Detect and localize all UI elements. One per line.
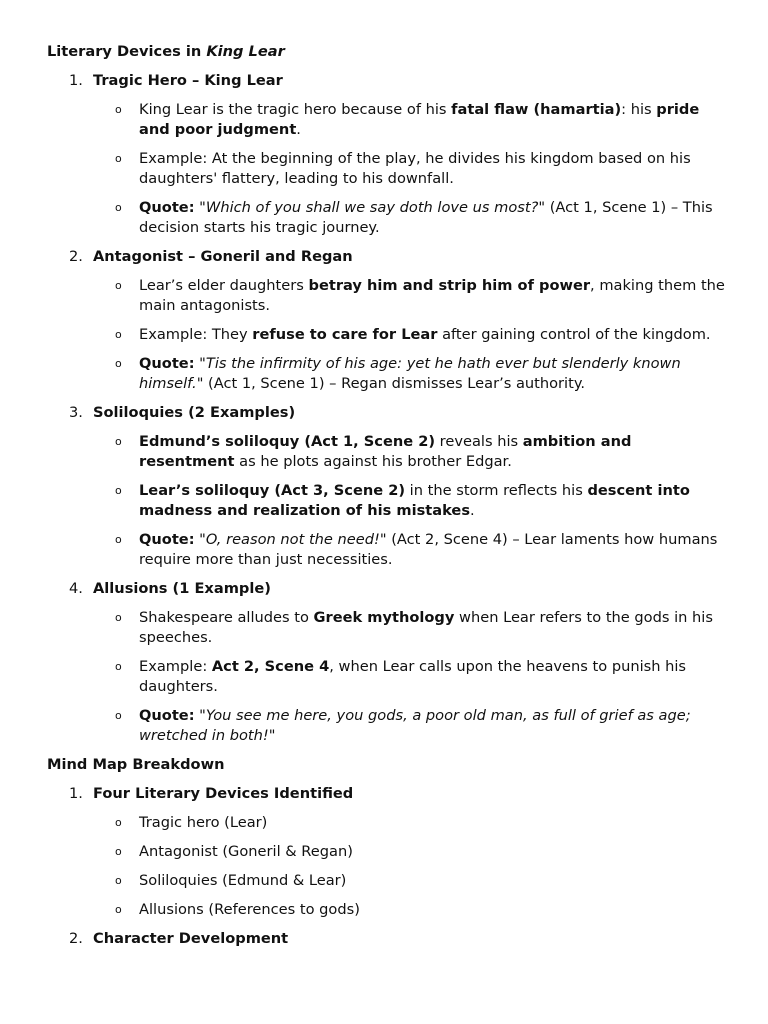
bullet-marker: o: [115, 435, 122, 448]
bullet-item: o Example: At the beginning of the play, he divides his kingdom based on his daughters' flattery, leading to his downfall.: [115, 150, 691, 187]
bullet-list: [47, 608, 728, 746]
bullet-list: [47, 100, 728, 238]
bullet-marker: o: [115, 660, 122, 673]
bullet-list: [47, 432, 728, 570]
bullet-item: o King Lear is the tragic hero because of his fatal flaw (hamartia): his pride and poor judgment.: [115, 101, 700, 138]
section-heading: Literary Devices in King Lear: [47, 43, 285, 60]
bullet-list: [47, 276, 728, 394]
section-mind-map: [47, 755, 728, 949]
bullet-marker: o: [115, 357, 122, 370]
item-number: 2.: [69, 930, 83, 947]
item-title: 3. Soliloquies (2 Examples): [69, 404, 296, 421]
item-title: 2. Character Development: [69, 930, 289, 947]
bullet-item: o Quote: "Which of you shall we say doth love us most?" (Act 1, Scene 1) – This decision starts his tragic journey.: [115, 199, 713, 236]
bullet-item: o Example: They refuse to care for Lear after gaining control of the kingdom.: [115, 326, 711, 343]
bullet-item: o Antagonist (Goneril & Regan): [115, 843, 353, 860]
bullet-item: o Quote: "Tis the infirmity of his age: yet he hath ever but slenderly known himself." (Act 1, Scene 1) – Regan dismisses Lear’s authority.: [115, 355, 681, 392]
list-item-character-development: [47, 929, 728, 949]
bullet-item: o Quote: "You see me here, you gods, a poor old man, as full of grief as age; wretched in both!": [115, 707, 691, 744]
item-number: 4.: [69, 580, 83, 597]
bullet-marker: o: [115, 533, 122, 546]
item-title: 4. Allusions (1 Example): [69, 580, 271, 597]
bullet-list: [47, 813, 728, 920]
bullet-marker: o: [115, 709, 122, 722]
bullet-marker: o: [115, 874, 122, 887]
section-heading: Mind Map Breakdown: [47, 756, 225, 773]
list-item-soliloquies: [47, 403, 728, 570]
bullet-marker: o: [115, 845, 122, 858]
bullet-item: o Shakespeare alludes to Greek mythology when Lear refers to the gods in his speeches.: [115, 609, 713, 646]
bullet-marker: o: [115, 279, 122, 292]
bullet-marker: o: [115, 816, 122, 829]
item-number: 2.: [69, 248, 83, 265]
bullet-marker: o: [115, 903, 122, 916]
bullet-item: o Edmund’s soliloquy (Act 1, Scene 2) reveals his ambition and resentment as he plots against his brother Edgar.: [115, 433, 632, 470]
bullet-marker: o: [115, 201, 122, 214]
list-item-tragic-hero: [47, 71, 728, 238]
bullet-item: o Quote: "O, reason not the need!" (Act 2, Scene 4) – Lear laments how humans require more than just necessities.: [115, 531, 718, 568]
bullet-item: o Allusions (References to gods): [115, 901, 360, 918]
item-number: 1.: [69, 785, 83, 802]
bullet-item: o Lear’s soliloquy (Act 3, Scene 2) in the storm reflects his descent into madness and realization of his mistakes.: [115, 482, 690, 519]
item-number: 3.: [69, 404, 83, 421]
bullet-marker: o: [115, 152, 122, 165]
item-title: 1. Tragic Hero – King Lear: [69, 72, 283, 89]
bullet-marker: o: [115, 484, 122, 497]
numbered-list: [47, 71, 728, 746]
bullet-item: o Example: Act 2, Scene 4, when Lear calls upon the heavens to punish his daughters.: [115, 658, 687, 695]
item-title: 1. Four Literary Devices Identified: [69, 785, 354, 802]
bullet-marker: o: [115, 611, 122, 624]
bullet-item: o Lear’s elder daughters betray him and strip him of power, making them the main antagonists.: [115, 277, 725, 314]
bullet-marker: o: [115, 103, 122, 116]
list-item-antagonist: [47, 247, 728, 394]
list-item-four-devices: [47, 784, 728, 920]
section-literary-devices: [47, 42, 728, 746]
numbered-list: [47, 784, 728, 949]
item-number: 1.: [69, 72, 83, 89]
list-item-allusions: [47, 579, 728, 746]
item-title: 2. Antagonist – Goneril and Regan: [69, 248, 353, 265]
bullet-marker: o: [115, 328, 122, 341]
bullet-item: o Tragic hero (Lear): [115, 814, 268, 831]
bullet-item: o Soliloquies (Edmund & Lear): [115, 872, 347, 889]
